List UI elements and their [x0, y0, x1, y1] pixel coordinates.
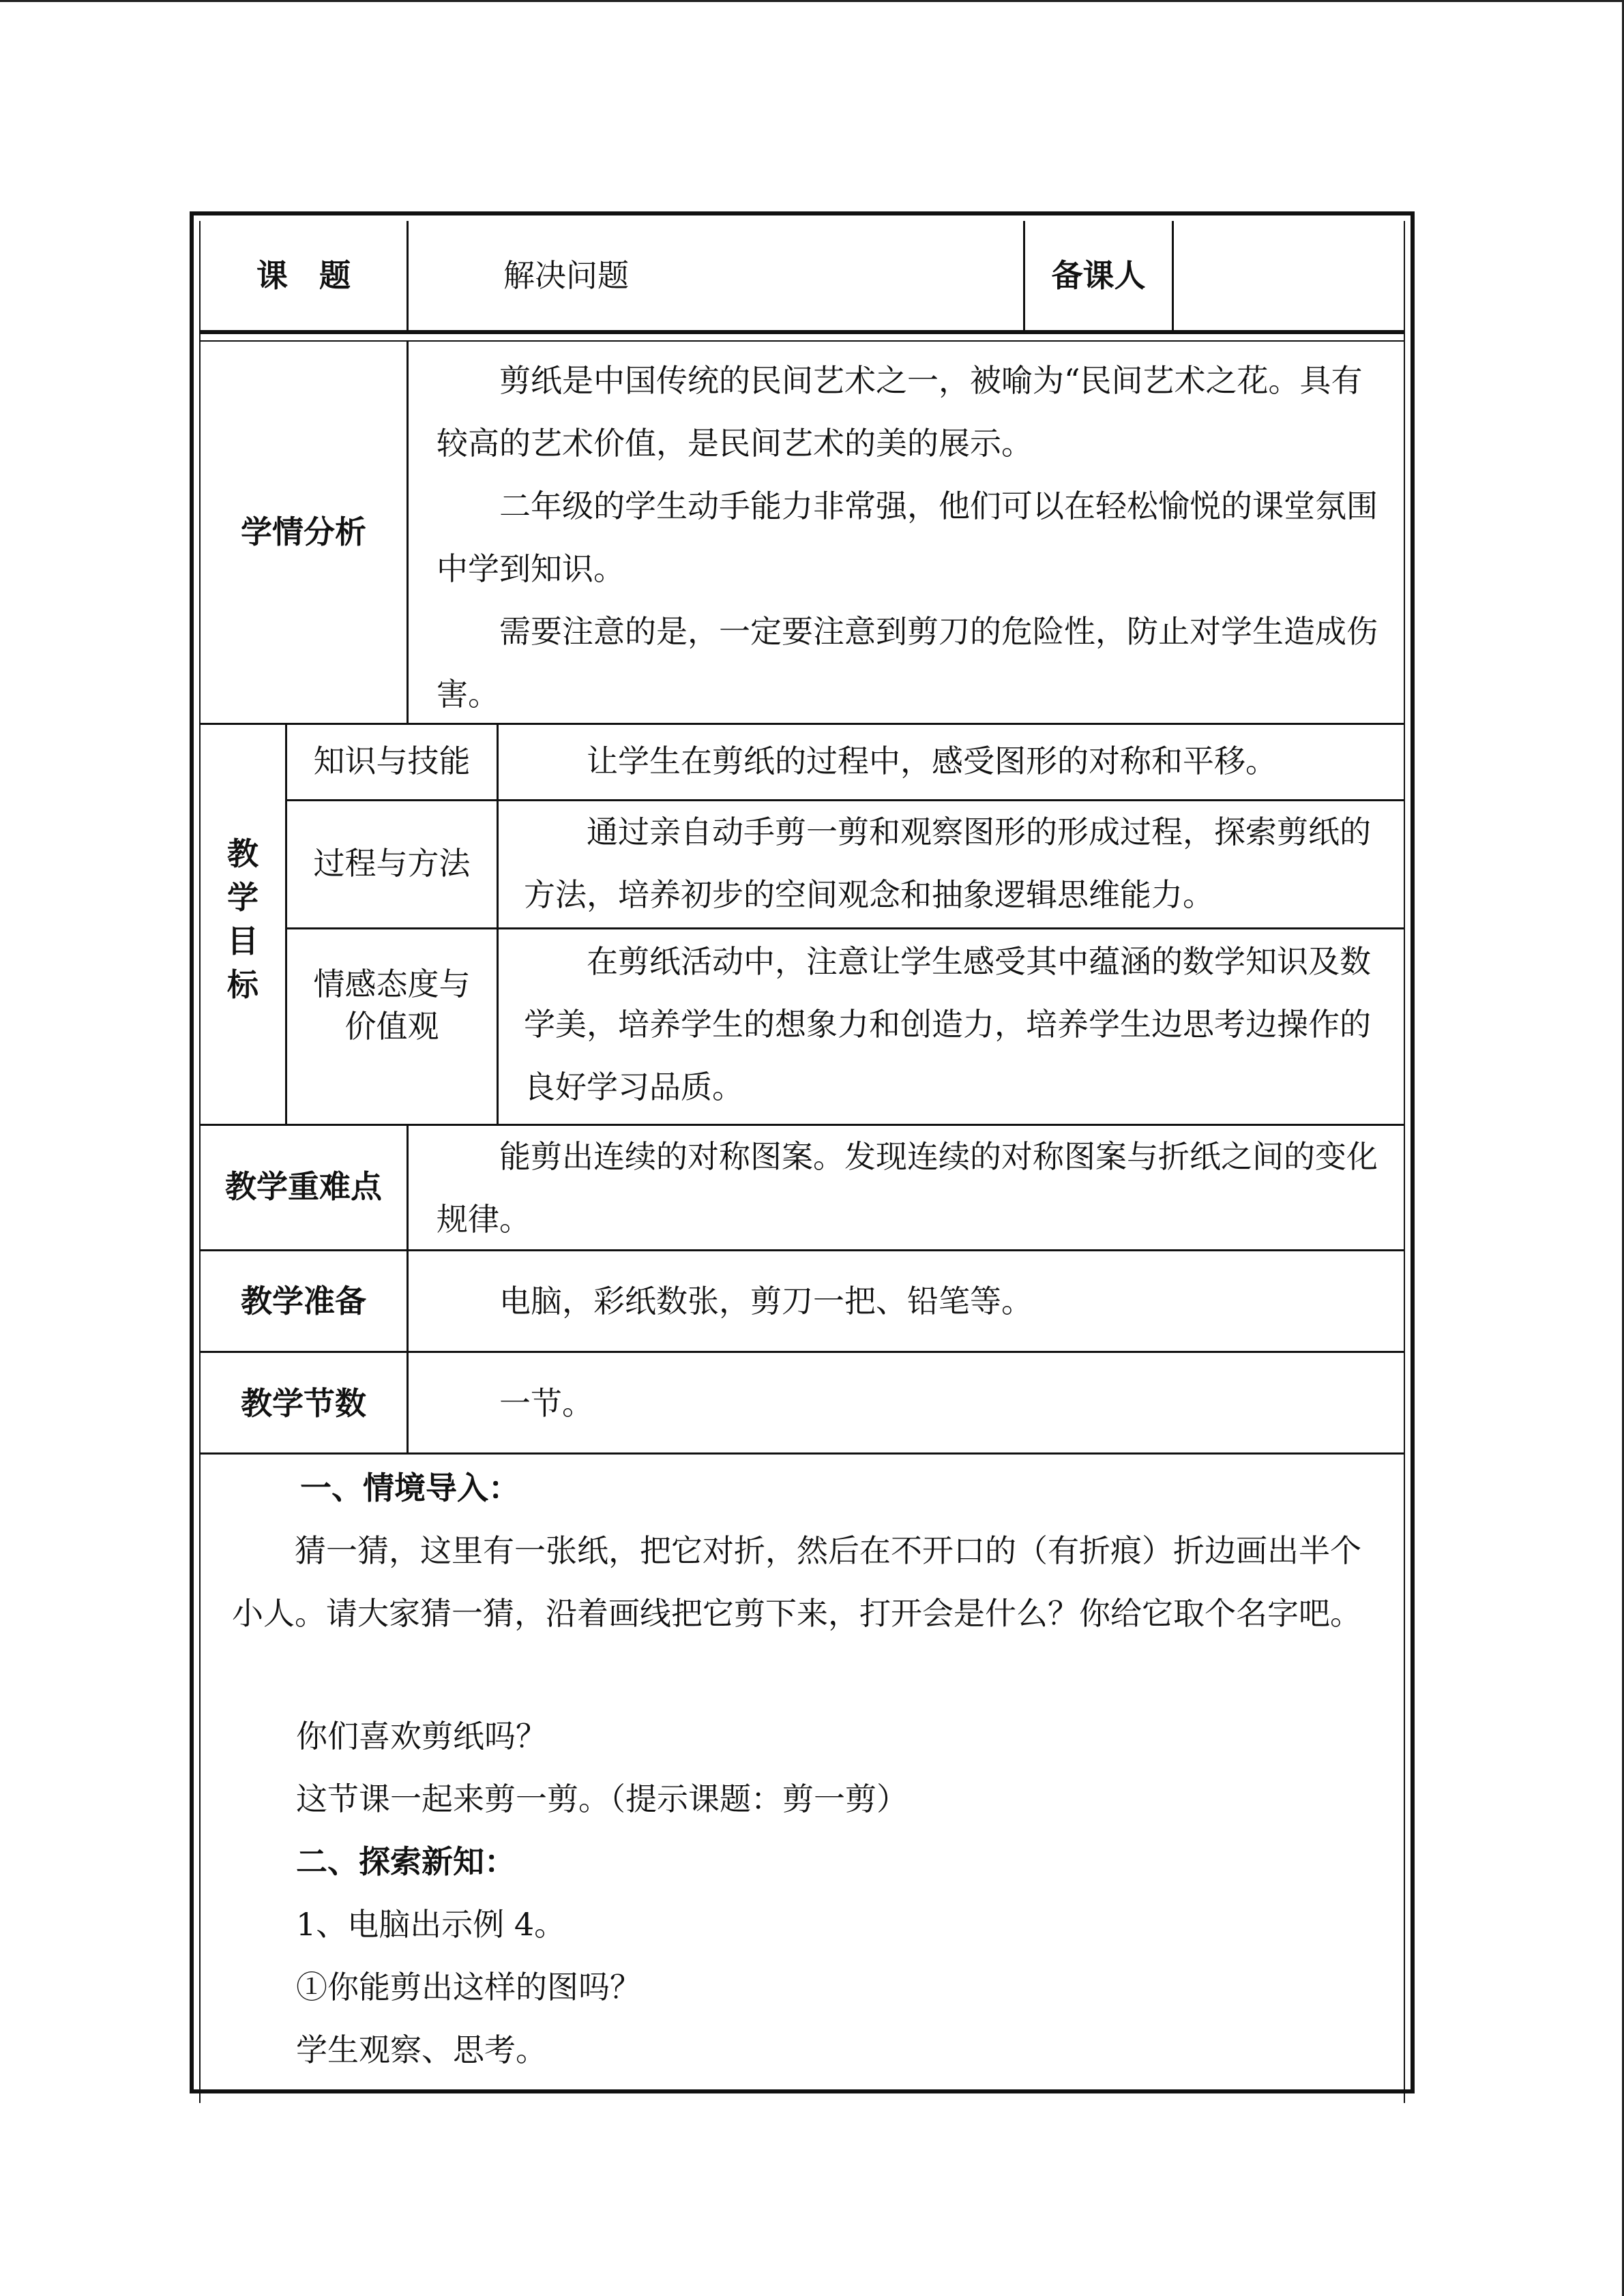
header-double-rule: [201, 330, 1404, 334]
goals-label-char: 学: [227, 879, 259, 916]
header-col-rule-3: [1172, 221, 1174, 330]
analysis-paragraph-1: 剪纸是中国传统的民间艺术之一，被喻为“民间艺术之花。具有较高的艺术价值，是民间艺术的美的展示。: [437, 362, 1363, 462]
analysis-paragraph-2: 二年级的学生动手能力非常强，他们可以在轻松愉悦的课堂氛围中学到知识。: [437, 488, 1378, 587]
process-paragraph-6: 学生观察、思考。: [296, 2031, 547, 2068]
preparation-text: 电脑，彩纸数张，剪刀一把、铅笔等。: [499, 1283, 1033, 1320]
page-top-edge: [0, 0, 1624, 2]
goal-text-attitude: 在剪纸活动中，注意让学生感受其中蕴涵的数学知识及数学美，培养学生的想象力和创造力，培养学生边思考边操作的良好学习品质。: [524, 943, 1371, 1105]
goal-label-attitude-line2: 价值观: [344, 1008, 439, 1045]
table-inner: [199, 221, 1405, 2103]
process-paragraph-1: 猜一猜，这里有一张纸，把它对折，然后在不开口的（有折痕）折边画出半个小人。请大家猜一猜，沿着画线把它剪下来，打开会是什么？你给它取个名字吧。: [232, 1532, 1361, 1632]
header-col-rule-1: [407, 221, 409, 330]
analysis-col-rule: [407, 342, 409, 723]
goal-text-knowledge: 让学生在剪纸的过程中，感受图形的对称和平移。: [587, 743, 1277, 779]
lower-col-rule: [407, 1124, 409, 1452]
header-double-rule-inner: [201, 340, 1404, 342]
preparer-label: 备课人: [1051, 257, 1146, 294]
goals-label-char: 教: [227, 835, 259, 872]
goal-text-process: 通过亲自动手剪一剪和观察图形的形成过程，探索剪纸的方法，培养初步的空间观念和抽象逻辑思维能力。: [524, 814, 1371, 913]
keypoints-label: 教学重难点: [225, 1168, 382, 1205]
process-heading-1: 一、情境导入：: [300, 1470, 520, 1506]
periods-label: 教学节数: [241, 1385, 366, 1422]
process-paragraph-2: 你们喜欢剪纸吗？: [296, 1718, 547, 1755]
goal-label-process: 过程与方法: [313, 845, 471, 882]
periods-text: 一节。: [499, 1385, 593, 1422]
topic-label: 课 题: [256, 257, 351, 294]
goals-label-char: 标: [227, 966, 259, 1003]
preparation-label: 教学准备: [241, 1283, 366, 1320]
process-paragraph-3: 这节课一起来剪一剪。（提示课题：剪一剪）: [296, 1780, 908, 1817]
rule-after-periods: [201, 1452, 1404, 1455]
goals-rule-2: [286, 927, 1404, 929]
analysis-paragraph-3: 需要注意的是，一定要注意到剪刀的危险性，防止对学生造成伤害。: [437, 613, 1378, 713]
goals-label: [222, 832, 263, 1007]
lesson-plan-table: [190, 211, 1415, 2093]
goals-col-rule-2: [497, 723, 499, 1124]
keypoints-text: 能剪出连续的对称图案。发现连续的对称图案与折纸之间的变化规律。: [437, 1138, 1378, 1238]
goal-label-attitude-line1: 情感态度与: [313, 966, 471, 1002]
goal-label-knowledge: 知识与技能: [313, 743, 471, 779]
process-heading-2: 二、探索新知：: [296, 1843, 516, 1880]
topic-value: 解决问题: [503, 257, 629, 294]
process-paragraph-4: 1、电脑出示例 4。: [296, 1906, 566, 1943]
goals-label-char: 目: [227, 923, 259, 959]
process-paragraph-5: ①你能剪出这样的图吗？: [296, 1969, 641, 2006]
analysis-label: 学情分析: [241, 513, 366, 550]
rule-after-preparation: [201, 1351, 1404, 1353]
